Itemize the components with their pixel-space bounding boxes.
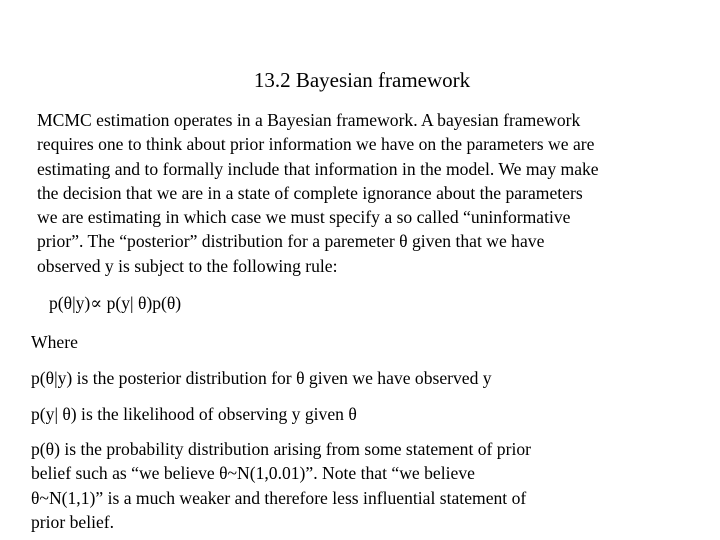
prior-definition [31, 437, 531, 534]
prior-definition-line: θ~N(1,1)” is a much weaker and therefore less influential statement of [31, 487, 527, 508]
where-label: Where [31, 332, 78, 352]
prior-definition-line: prior belief. [31, 511, 115, 532]
intro-line: prior”. The “posterior” distribution for a paremeter θ given that we have [37, 231, 545, 252]
intro-paragraph [37, 108, 697, 278]
intro-line: requires one to think about prior information we have on the parameters we are [37, 134, 595, 155]
prior-definition-line: p(θ) is the probability distribution arising from some statement of prior [31, 439, 531, 459]
slide-title: 13.2 Bayesian framework [253, 68, 471, 92]
intro-line: the decision that we are in a state of complete ignorance about the parameters [37, 182, 583, 203]
intro-line: MCMC estimation operates in a Bayesian framework. A bayesian framework [37, 110, 581, 130]
bayes-rule-formula: p(θ|y)∝ p(y| θ)p(θ) [49, 293, 182, 313]
prior-definition-line: belief such as “we believe θ~N(1,0.01)”. Note that “we believe [31, 463, 475, 484]
likelihood-definition: p(y| θ) is the likelihood of observing y given θ [31, 404, 357, 424]
posterior-definition: p(θ|y) is the posterior distribution for θ given we have observed y [31, 368, 492, 388]
intro-line: observed y is subject to the following rule: [37, 255, 338, 276]
intro-line: estimating and to formally include that information in the model. We may make [37, 158, 599, 179]
intro-line: we are estimating in which case we must specify a so called “uninformative [37, 207, 571, 228]
